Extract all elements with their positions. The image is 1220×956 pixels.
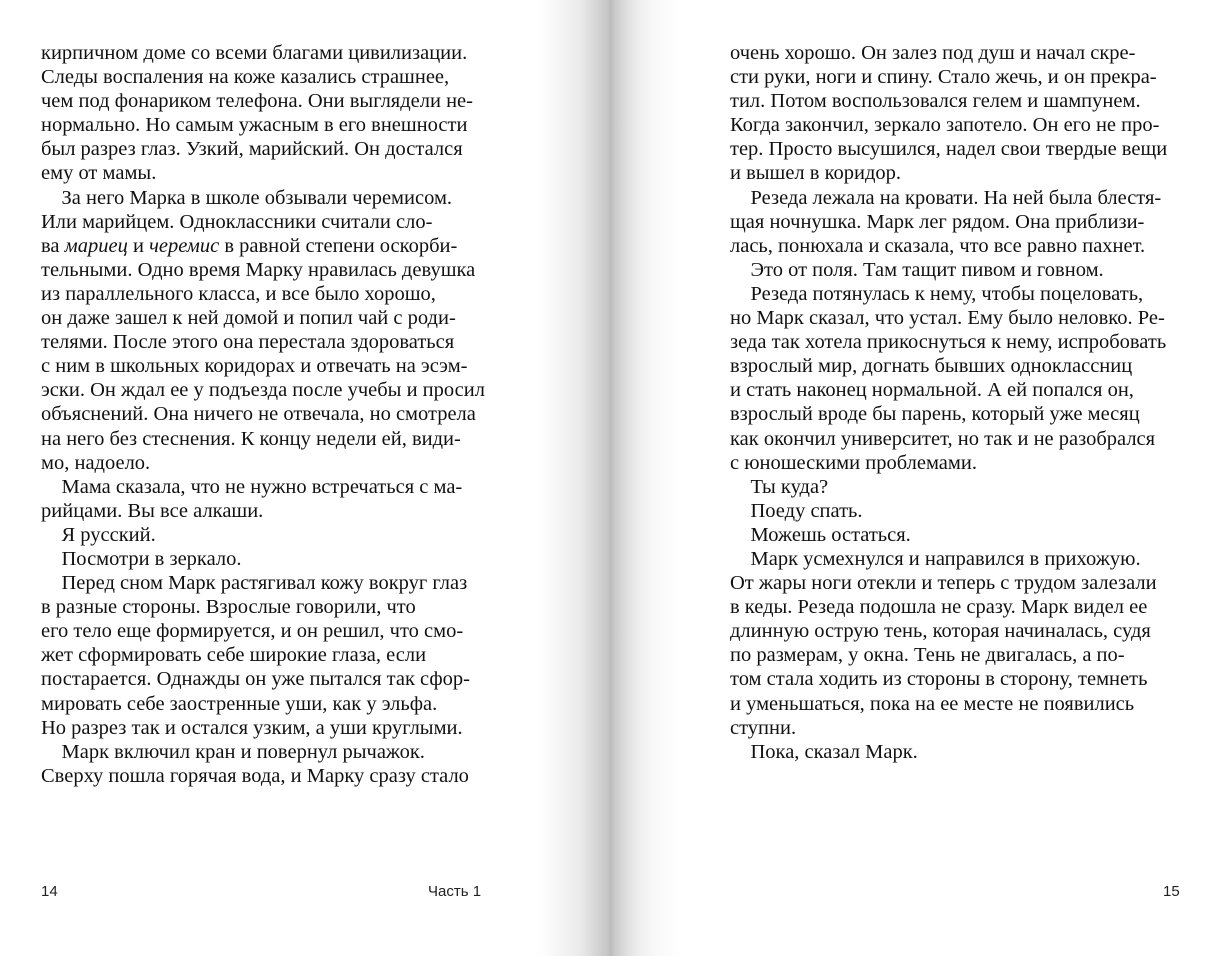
- italic-word: мариец: [64, 234, 128, 257]
- text-line: Можешь остаться.: [730, 523, 911, 546]
- text-line: ему от мамы.: [41, 162, 157, 185]
- text-line: объяснений. Она ничего не отвечала, но смотрела: [41, 403, 476, 426]
- text-line: нормально. Но самым ужасным в его внешности: [41, 114, 468, 137]
- left-page-text: [41, 41, 485, 788]
- text-line: Резеда потянулась к нему, чтобы поцеловать,: [730, 282, 1144, 305]
- text-line: лась, понюхала и сказала, что все равно пахнет.: [730, 234, 1146, 257]
- text-line: От жары ноги отекли и теперь с трудом залезали: [730, 572, 1157, 595]
- right-page-text: [730, 41, 1167, 764]
- text-line: Марк усмехнулся и направился в прихожую.: [730, 547, 1141, 570]
- text-line: был разрез глаз. Узкий, марийский. Он достался: [41, 138, 463, 161]
- text-line: Посмотри в зеркало.: [41, 547, 242, 570]
- text-line: чем под фонариком телефона. Они выглядели не-: [41, 90, 473, 113]
- text-line: жет сформировать себе широкие глаза, если: [41, 644, 427, 667]
- text-line: тер. Просто высушился, надел свои твердые вещи: [730, 138, 1168, 161]
- text-line: тельными. Одно время Марку нравилась девушка: [41, 258, 476, 281]
- text-line: взрослый вроде бы парень, который уже месяц: [730, 403, 1140, 426]
- text-line: как окончил университет, но так и не разобрался: [730, 427, 1156, 450]
- text-line: очень хорошо. Он залез под душ и начал скре-: [730, 42, 1136, 64]
- right-page: [610, 0, 1220, 956]
- text-line: эски. Он ждал ее у подъезда после учебы и просил: [41, 379, 485, 402]
- text-line: тил. Потом воспользовался гелем и шампунем.: [730, 90, 1141, 113]
- text-line: щая ночнушка. Марк лег рядом. Она приблизи-: [730, 210, 1145, 233]
- text-line: За него Марка в школе обзывали черемисом.: [41, 186, 453, 209]
- text-line: Сверху пошла горячая вода, и Марку сразу стало: [41, 764, 469, 787]
- text-line: ступни.: [730, 716, 797, 739]
- text-line: Это от поля. Там тащит пивом и говном.: [730, 258, 1104, 281]
- text-line: Марк включил кран и повернул рычажок.: [41, 740, 425, 763]
- text-line: Резеда лежала на кровати. На ней была блестя-: [730, 186, 1162, 209]
- text-line: и вышел в коридор.: [730, 162, 902, 185]
- text-line: Я русский.: [41, 523, 156, 546]
- text-line: по размерам, у окна. Тень не двигалась, а по-: [730, 644, 1125, 667]
- text-line: Пока, сказал Марк.: [730, 740, 918, 763]
- text-line: Перед сном Марк растягивал кожу вокруг глаз: [41, 572, 468, 595]
- text-line: зеда так хотела прикоснуться к нему, испробовать: [730, 331, 1167, 354]
- italic-word: черемис: [149, 234, 220, 257]
- text-line: с ним в школьных коридорах и отвечать на эсэм-: [41, 355, 468, 378]
- text-line: длинную острую тень, которая начиналась, судя: [730, 620, 1151, 643]
- text-line: мо, надоело.: [41, 451, 151, 474]
- text-line: постарается. Однажды он уже пытался так сфор-: [41, 668, 471, 691]
- text-line: в кеды. Резеда подошла не сразу. Марк видел ее: [730, 596, 1148, 619]
- text-line: он даже зашел к ней домой и попил чай с роди-: [41, 307, 456, 330]
- text-line: с юношескими проблемами.: [730, 451, 977, 474]
- left-page-number: 14: [41, 883, 58, 900]
- text-line: и уменьшаться, пока на ее месте не появились: [730, 692, 1135, 715]
- text-line: мировать себе заостренные уши, как у эльфа.: [41, 692, 438, 715]
- text-line: но Марк сказал, что устал. Ему было неловко. Ре-: [730, 307, 1165, 330]
- right-page-number: 15: [1163, 883, 1180, 900]
- text-line: сти руки, ноги и спину. Стало жечь, и он прекра-: [730, 66, 1157, 89]
- text-line: Когда закончил, зеркало запотело. Он его не про-: [730, 114, 1160, 137]
- text-line: и стать наконец нормальной. А ей попался он,: [730, 379, 1134, 402]
- text-line: из параллельного класса, и все было хорошо,: [41, 282, 436, 305]
- text-line: Следы воспаления на коже казались страшнее,: [41, 66, 450, 89]
- text-line: кирпичном доме со всеми благами цивилизации.: [41, 42, 468, 64]
- text-line: том стала ходить из стороны в сторону, темнеть: [730, 668, 1148, 691]
- text-line: на него без стеснения. К концу недели ей, види-: [41, 427, 461, 450]
- text-line: Ты куда?: [730, 475, 829, 498]
- text-line: Или марийцем. Одноклассники считали сло-: [41, 210, 433, 233]
- text-line: Поеду спать.: [730, 499, 863, 522]
- text-line: телями. После этого она перестала здороваться: [41, 331, 455, 354]
- text-line: взрослый мир, догнать бывших одноклассниц: [730, 355, 1133, 378]
- text-line: в разные стороны. Взрослые говорили, что: [41, 596, 416, 619]
- text-line: Но разрез так и остался узким, а уши круглыми.: [41, 716, 463, 739]
- text-line: ва мариец и черемис в равной степени оскорби-: [41, 234, 458, 257]
- running-title: Часть 1: [428, 883, 482, 900]
- text-line: рийцами. Вы все алкаши.: [41, 499, 264, 522]
- text-line: его тело еще формируется, и он решил, что смо-: [41, 620, 464, 643]
- text-line: Мама сказала, что не нужно встречаться с ма-: [41, 475, 463, 498]
